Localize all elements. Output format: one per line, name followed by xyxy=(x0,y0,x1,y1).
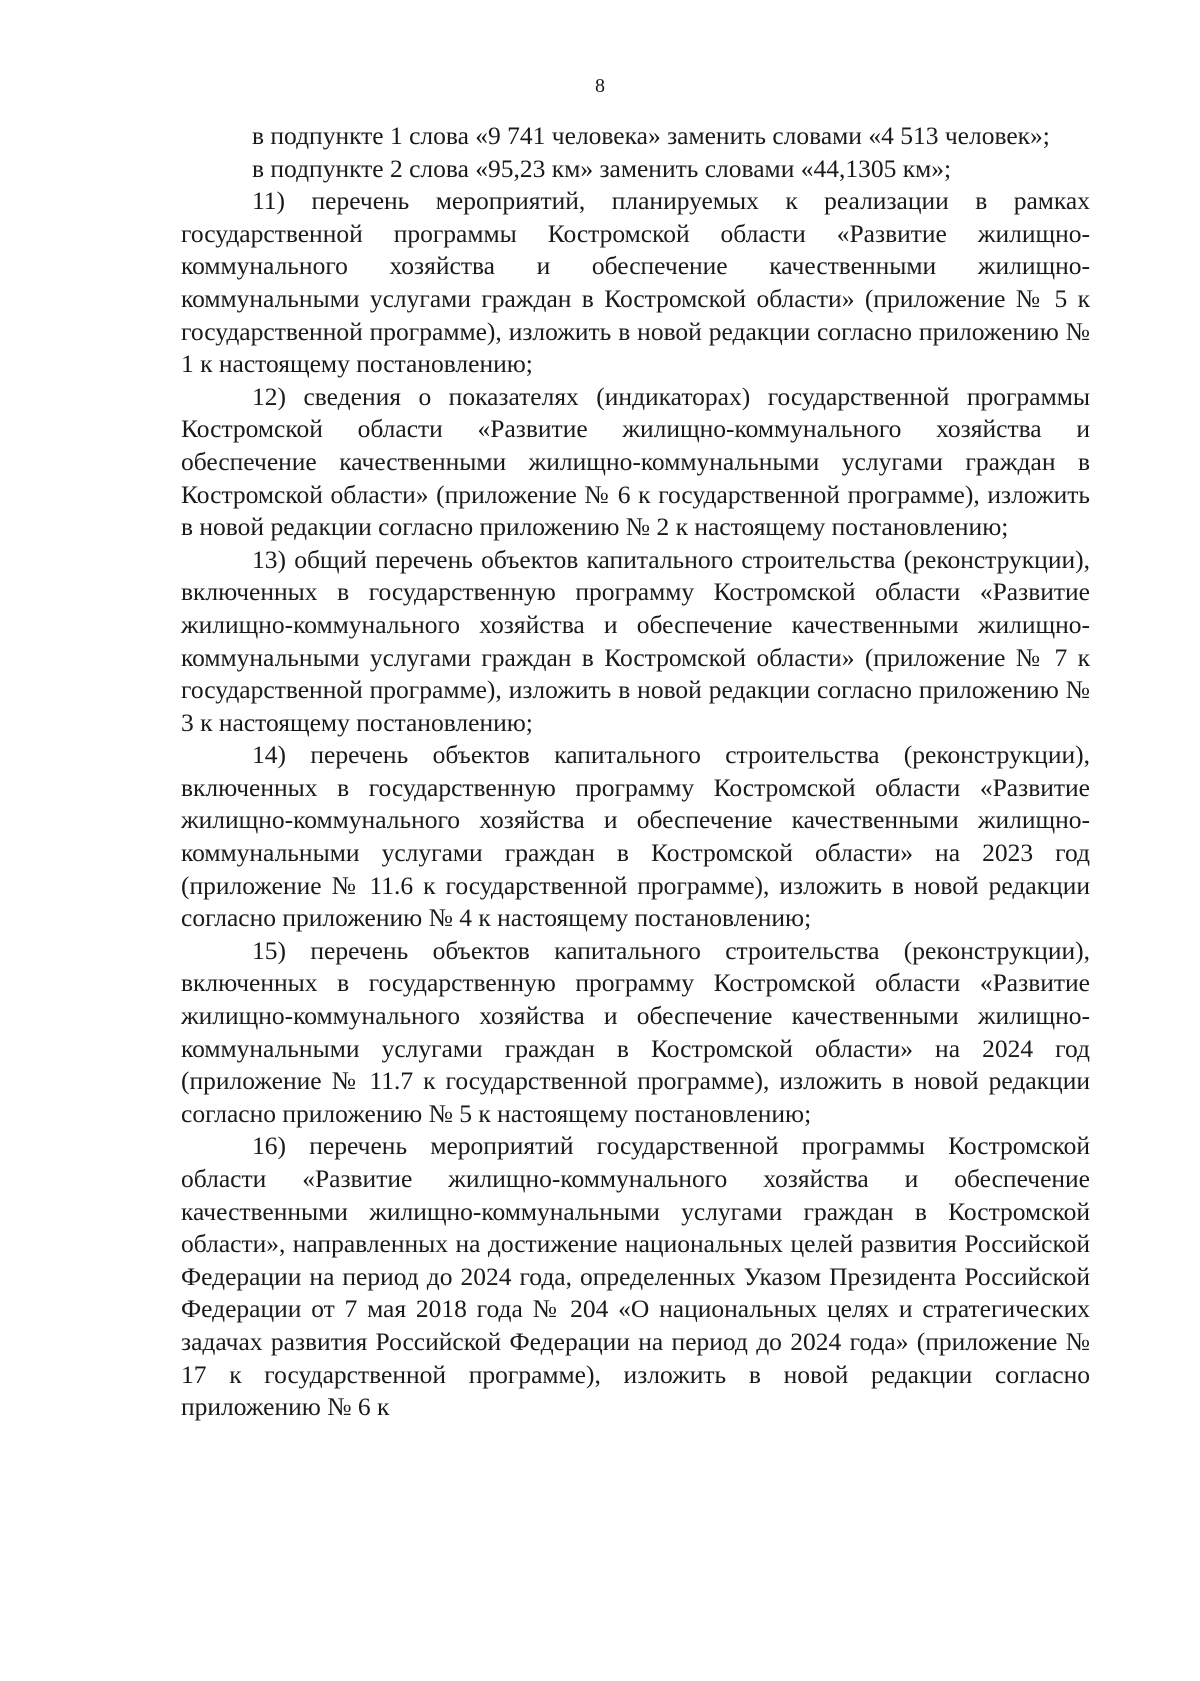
paragraph-subitem-1: в подпункте 1 слова «9 741 человека» заменить словами «4 513 человек»; xyxy=(252,121,1050,150)
paragraph-item-13: 13) общий перечень объектов капитального строительства (реконструкции), включенных в государственную программу Костромской области «Развитие жилищно-коммунального хозяйства и обеспечение качественными жилищно-коммунальными услугами граждан в Костромской области» (приложение № 7 к государственной программе), изложить в новой редакции согласно приложению № 3 к настоящему постановлению; xyxy=(181,544,1090,737)
paragraph-item-14: 14) перечень объектов капитального строительства (реконструкции), включенных в государственную программу Костромской области «Развитие жилищно-коммунального хозяйства и обеспечение качественными жилищно-коммунальными услугами граждан в Костромской области» на 2023 год (приложение № 11.6 к государственной программе), изложить в новой редакции согласно приложению № 4 к настоящему постановлению; xyxy=(181,740,1090,933)
paragraph-subitem-2: в подпункте 2 слова «95,23 км» заменить словами «44,1305 км»; xyxy=(252,153,952,183)
paragraph-item-16: 16) перечень мероприятий государственной программы Костромской области «Развитие жилищно-коммунального хозяйства и обеспечение качественными жилищно-коммунальными услугами граждан в Костромской области», направленных на достижение национальных целей развития Российской Федерации на период до 2024 года, определенных Указом Президента Российской Федерации от 7 мая 2018 года № 204 «О национальных целях и стратегических задачах развития Российской Федерации на период до 2024 года» (приложение № 17 к государственной программе), изложить в новой редакции согласно приложению № 6 к xyxy=(181,1131,1090,1422)
paragraph-item-12: 12) сведения о показателях (индикаторах) государственной программы Костромской области «Развитие жилищно-коммунального хозяйства и обеспечение качественными жилищно-коммунальными услугами граждан в Костромской области» (приложение № 6 к государственной программе), изложить в новой редакции согласно приложению № 2 к настоящему постановлению; xyxy=(181,381,1090,542)
paragraph-item-15: 15) перечень объектов капитального строительства (реконструкции), включенных в государственную программу Костромской области «Развитие жилищно-коммунального хозяйства и обеспечение качественными жилищно-коммунальными услугами граждан в Костромской области» на 2024 год (приложение № 11.7 к государственной программе), изложить в новой редакции согласно приложению № 5 к настоящему постановлению; xyxy=(181,935,1090,1128)
paragraph-item-11: 11) перечень мероприятий, планируемых к реализации в рамках государственной программы Костромской области «Развитие жилищно-коммунального хозяйства и обеспечение качественными жилищно-коммунальными услугами граждан в Костромской области» (приложение № 5 к государственной программе), изложить в новой редакции согласно приложению № 1 к настоящему постановлению; xyxy=(181,186,1090,379)
page-number: 8 xyxy=(595,75,605,97)
document-body xyxy=(181,120,1090,1424)
